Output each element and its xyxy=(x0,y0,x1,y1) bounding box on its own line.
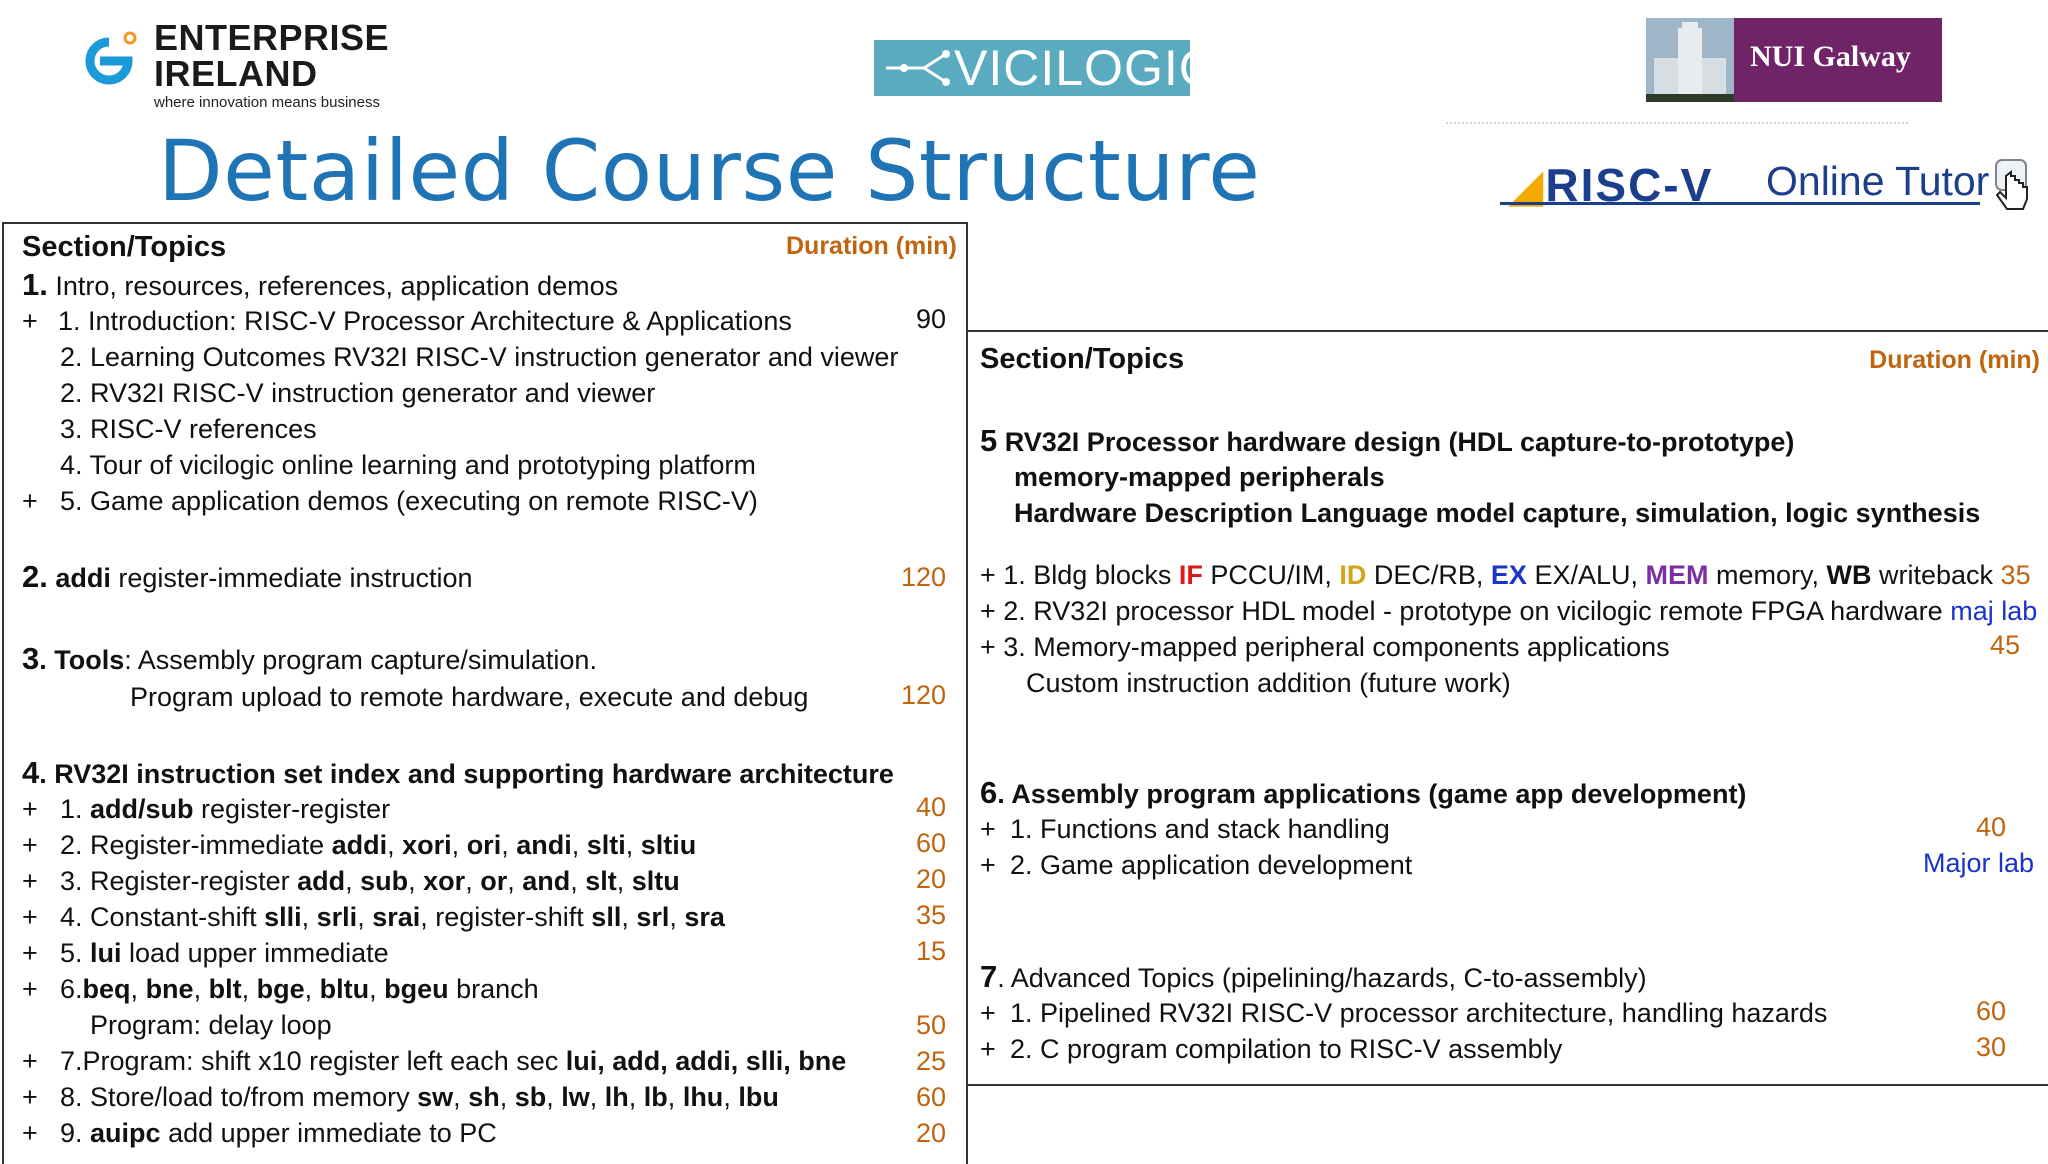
duration-value: 60 xyxy=(1975,996,2006,1026)
list-item: + 2. Register-immediate addi, xori, ori, andi, slti, sltiu xyxy=(22,830,697,860)
riscv-underline xyxy=(1500,202,1980,205)
duration-value: 120 xyxy=(900,680,946,710)
list-item: + 3. Memory-mapped peripheral components applications xyxy=(980,632,1670,662)
section-6-title: 6. Assembly program applications (game app development) xyxy=(980,775,1747,810)
list-item: + 5. lui load upper immediate xyxy=(22,938,389,968)
duration-value: 30 xyxy=(1975,1032,2006,1062)
duration-value: 20 xyxy=(915,1118,946,1148)
list-item: + 9. auipc add upper immediate to PC xyxy=(22,1118,497,1148)
section-1-title: 1. Intro, resources, references, application demos xyxy=(22,267,619,302)
list-item: 2. RV32I RISC-V instruction generator and viewer xyxy=(60,378,656,408)
right-header-topics: Section/Topics xyxy=(980,343,1185,375)
list-item: + 1. Functions and stack handling xyxy=(980,814,1390,844)
list-item: 2. Learning Outcomes RV32I RISC-V instruction generator and viewer xyxy=(60,342,899,372)
section-5-title: 5 RV32I Processor hardware design (HDL capture-to-prototype) xyxy=(980,423,1795,458)
enterprise-ireland-tagline: where innovation means business xyxy=(154,94,380,111)
enterprise-ireland-mark-icon xyxy=(78,30,140,92)
section-7-title: 7. Advanced Topics (pipelining/hazards, C-to-assembly) xyxy=(980,959,1647,994)
duration-value: 25 xyxy=(915,1046,946,1076)
duration-value: 40 xyxy=(915,792,946,822)
nui-building-icon xyxy=(1646,18,1734,102)
list-item: + 2. Game application development xyxy=(980,850,1413,880)
vicilogic-text: VICILOGIC xyxy=(954,40,1216,96)
list-item: 4. Tour of vicilogic online learning and prototyping platform xyxy=(60,450,756,480)
duration-value: 50 xyxy=(915,1010,946,1040)
section-2-title: 2. addi register-immediate instruction xyxy=(22,559,473,594)
left-header-topics: Section/Topics xyxy=(22,231,227,263)
list-item: 3. RISC-V references xyxy=(60,414,317,444)
section-5-line3: Hardware Description Language model capture, simulation, logic synthesis xyxy=(1014,498,1981,528)
left-header-duration: Duration (min) xyxy=(786,232,957,260)
list-item: + 1. Introduction: RISC-V Processor Architecture & Applications xyxy=(22,306,792,336)
section-3-title: 3. Tools: Assembly program capture/simulation. xyxy=(22,641,597,676)
left-course-panel xyxy=(2,222,968,1164)
right-course-panel xyxy=(966,330,2048,1086)
list-item: + 4. Constant-shift slli, srli, srai, register-shift sll, srl, sra xyxy=(22,902,725,932)
list-item: + 5. Game application demos (executing on remote RISC-V) xyxy=(22,486,758,516)
hand-cursor-icon xyxy=(1988,158,2032,218)
list-item: Program: delay loop xyxy=(90,1010,332,1040)
header-divider xyxy=(1446,122,1908,124)
duration-value: 120 xyxy=(900,562,946,592)
vicilogic-logo xyxy=(874,40,1216,96)
list-item: + 2. RV32I processor HDL model - prototype on vicilogic remote FPGA hardware maj lab xyxy=(980,596,2038,626)
list-item: + 2. C program compilation to RISC-V assembly xyxy=(980,1034,1563,1064)
section-5-line2: memory-mapped peripherals xyxy=(1014,462,1385,492)
riscv-online-tutor-logo[interactable] xyxy=(1500,152,2040,222)
riscv-logo-text: ◢RISC-V xyxy=(1508,159,1714,211)
online-tutor-text: Online Tutor xyxy=(1766,158,1990,204)
duration-value: 20 xyxy=(915,864,946,894)
enterprise-ireland-logo xyxy=(78,17,398,111)
duration-value: 35 xyxy=(915,900,946,930)
list-item: + 1. Pipelined RV32I RISC-V processor architecture, handling hazards xyxy=(980,998,1828,1028)
section-4-title: 4. RV32I instruction set index and supporting hardware architecture xyxy=(22,755,894,790)
list-item: + 7.Program: shift x10 register left each sec lui, add, addi, slli, bne xyxy=(22,1046,847,1076)
list-item: Custom instruction addition (future work) xyxy=(1026,668,1511,698)
enterprise-ireland-name: ENTERPRISE IRELAND xyxy=(154,17,390,94)
right-header-duration: Duration (min) xyxy=(1869,346,2040,374)
list-item: + 1. Bldg blocks IF PCCU/IM, ID DEC/RB, EX EX/ALU, MEM memory, WB writeback 35 xyxy=(980,560,2031,590)
list-item: + 8. Store/load to/from memory sw, sh, sb, lw, lh, lb, lhu, lbu xyxy=(22,1082,779,1112)
page-title: Detailed Course Structure xyxy=(158,122,1261,220)
list-item: + 6.beq, bne, blt, bge, bltu, bgeu branch xyxy=(22,974,539,1004)
list-item: + 3. Register-register add, sub, xor, or, and, slt, sltu xyxy=(22,866,680,896)
list-item: + 1. add/sub register-register xyxy=(22,794,391,824)
duration-value: 40 xyxy=(1975,812,2006,842)
vicilogic-node-icon xyxy=(884,48,950,88)
duration-value: 15 xyxy=(915,936,946,966)
section-3-line2: Program upload to remote hardware, execute and debug xyxy=(130,682,809,712)
duration-value: Major lab xyxy=(1922,848,2034,878)
duration-value: 45 xyxy=(1989,630,2020,660)
nui-galway-logo xyxy=(1646,18,1942,102)
duration-value: 60 xyxy=(915,1082,946,1112)
duration-value: 90 xyxy=(915,304,946,334)
nui-galway-text: NUI Galway xyxy=(1750,40,1911,73)
duration-value: 60 xyxy=(915,828,946,858)
